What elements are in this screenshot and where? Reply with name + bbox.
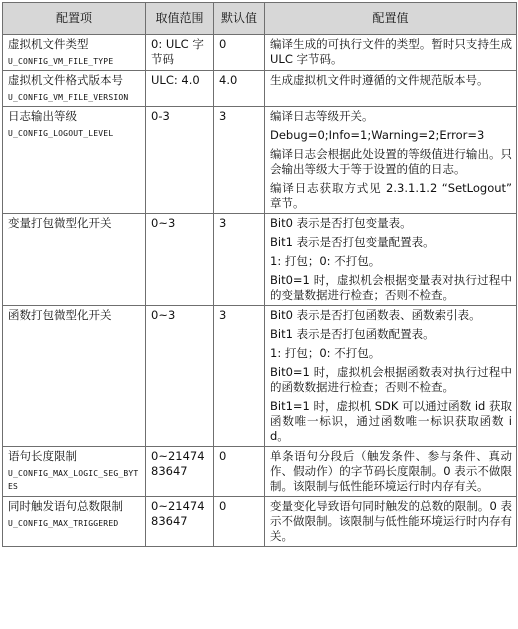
config-value-line: Bit1=1 时，虚拟机 SDK 可以通过函数 id 获取函数唯一标识，通过函数唯一标识获取函数 id。 bbox=[270, 399, 512, 443]
config-value-cell bbox=[265, 71, 517, 107]
default-value-cell: 3 bbox=[214, 306, 265, 447]
value-range-cell: ULC: 4.0 bbox=[146, 71, 214, 107]
config-value-line: 生成虚拟机文件时遵循的文件规范版本号。 bbox=[270, 73, 489, 87]
config-value-line: 变量变化导致语句同时触发的总数的限制。0 表示不做限制。该限制与低性能环境运行时内存有关。 bbox=[270, 499, 512, 543]
config-item-name: 语句长度限制 bbox=[8, 449, 77, 463]
config-value-line: Bit1 表示是否打包变量配置表。 bbox=[270, 235, 435, 249]
config-value-line: Debug=0;Info=1;Warning=2;Error=3 bbox=[270, 128, 485, 142]
config-item-cell bbox=[3, 35, 146, 71]
config-item-cell bbox=[3, 214, 146, 306]
config-item-code: U_CONFIG_MAX_LOGIC_SEG_BYTES bbox=[8, 469, 139, 491]
config-item-cell bbox=[3, 447, 146, 497]
value-range-cell: 0: ULC 字节码 bbox=[146, 35, 214, 71]
default-value-cell: 3 bbox=[214, 107, 265, 214]
value-range-cell: 0~3 bbox=[146, 214, 214, 306]
config-item-code: U_CONFIG_LOGOUT_LEVEL bbox=[8, 129, 114, 138]
config-value-cell bbox=[265, 107, 517, 214]
table-row bbox=[3, 71, 517, 107]
config-value-line: 编译日志等级开关。 bbox=[270, 109, 374, 123]
config-value-cell bbox=[265, 35, 517, 71]
value-range-cell: 0-3 bbox=[146, 107, 214, 214]
config-value-line: 编译日志会根据此处设置的等级值进行输出。只会输出等级大于等于设置的值的日志。 bbox=[270, 147, 512, 176]
default-value-cell: 3 bbox=[214, 214, 265, 306]
config-item-cell bbox=[3, 107, 146, 214]
config-value-line: 编译日志获取方式见 2.3.1.1.2 “SetLogout” 章节。 bbox=[270, 181, 512, 210]
config-value-cell bbox=[265, 306, 517, 447]
config-value-line: Bit1 表示是否打包函数配置表。 bbox=[270, 327, 435, 341]
config-value-cell bbox=[265, 447, 517, 497]
table-row bbox=[3, 306, 517, 447]
header-config-item: 配置项 bbox=[3, 3, 146, 35]
config-value-line: Bit0=1 时，虚拟机会根据函数表对执行过程中的函数数据进行检查；否则不检查。 bbox=[270, 365, 512, 394]
default-value-cell: 4.0 bbox=[214, 71, 265, 107]
config-item-cell bbox=[3, 306, 146, 447]
default-value-cell: 0 bbox=[214, 447, 265, 497]
config-value-line: Bit0 表示是否打包函数表、函数索引表。 bbox=[270, 308, 481, 322]
table-header-row bbox=[3, 3, 517, 35]
config-value-line: 编译生成的可执行文件的类型。暂时只支持生成 ULC 字节码。 bbox=[270, 37, 512, 66]
config-item-name: 日志输出等级 bbox=[8, 109, 77, 123]
header-value-range: 取值范围 bbox=[146, 3, 214, 35]
config-table bbox=[2, 2, 517, 547]
value-range-cell: 0~2147483647 bbox=[146, 497, 214, 547]
config-value-line: Bit0=1 时，虚拟机会根据变量表对执行过程中的变量数据进行检查；否则不检查。 bbox=[270, 273, 512, 302]
config-value-line: 1: 打包；0: 不打包。 bbox=[270, 346, 381, 360]
config-value-cell bbox=[265, 214, 517, 306]
header-config-value: 配置值 bbox=[265, 3, 517, 35]
table-row bbox=[3, 447, 517, 497]
table-row bbox=[3, 35, 517, 71]
table-row bbox=[3, 214, 517, 306]
table-body bbox=[3, 35, 517, 547]
value-range-cell: 0~3 bbox=[146, 306, 214, 447]
value-range-cell: 0~2147483647 bbox=[146, 447, 214, 497]
config-item-code: U_CONFIG_VM_FILE_TYPE bbox=[8, 57, 114, 66]
config-item-name: 变量打包微型化开关 bbox=[8, 216, 112, 230]
header-default-value: 默认值 bbox=[214, 3, 265, 35]
config-item-name: 虚拟机文件格式版本号 bbox=[8, 73, 123, 87]
table-row bbox=[3, 107, 517, 214]
config-item-name: 函数打包微型化开关 bbox=[8, 308, 112, 322]
default-value-cell: 0 bbox=[214, 35, 265, 71]
config-value-cell bbox=[265, 497, 517, 547]
config-item-code: U_CONFIG_MAX_TRIGGERED bbox=[8, 519, 119, 528]
default-value-cell: 0 bbox=[214, 497, 265, 547]
config-item-name: 虚拟机文件类型 bbox=[8, 37, 89, 51]
config-item-cell bbox=[3, 497, 146, 547]
config-value-line: 1: 打包；0: 不打包。 bbox=[270, 254, 381, 268]
config-item-code: U_CONFIG_VM_FILE_VERSION bbox=[8, 93, 129, 102]
config-item-name: 同时触发语句总数限制 bbox=[8, 499, 123, 513]
config-value-line: Bit0 表示是否打包变量表。 bbox=[270, 216, 412, 230]
config-item-cell bbox=[3, 71, 146, 107]
table-row bbox=[3, 497, 517, 547]
config-value-line: 单条语句分段后（触发条件、参与条件、真动作、假动作）的字节码长度限制。0 表示不做限制。该限制与低性能环境运行时内存有关。 bbox=[270, 449, 512, 493]
